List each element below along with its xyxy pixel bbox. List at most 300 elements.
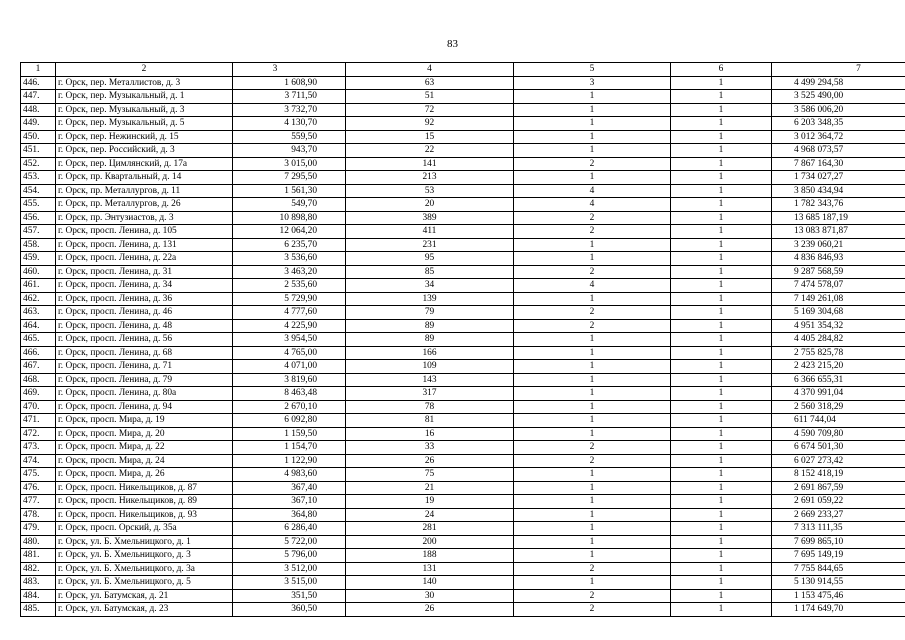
col4-cell: 53 — [346, 184, 514, 198]
table-row — [21, 198, 905, 212]
area-cell: 4 071,00 — [233, 360, 346, 374]
col6-cell: 1 — [671, 292, 772, 306]
col6-cell: 1 — [671, 198, 772, 212]
area-cell: 10 898,80 — [233, 211, 346, 225]
address-cell: г. Орск, пр. Металлургов, д. 26 — [56, 198, 233, 212]
col6-cell: 1 — [671, 157, 772, 171]
col5-cell: 1 — [514, 373, 671, 387]
table-row — [21, 171, 905, 185]
address-cell: г. Орск, пер. Музыкальный, д. 1 — [56, 90, 233, 104]
area-cell: 364,80 — [233, 508, 346, 522]
address-cell: г. Орск, просп. Орский, д. 35а — [56, 522, 233, 536]
col4-cell: 131 — [346, 562, 514, 576]
table-row — [21, 360, 905, 374]
address-cell: г. Орск, просп. Ленина, д. 68 — [56, 346, 233, 360]
table-row — [21, 549, 905, 563]
registry-table — [20, 62, 905, 617]
col5-cell: 2 — [514, 603, 671, 617]
col6-cell: 1 — [671, 495, 772, 509]
col4-cell: 26 — [346, 454, 514, 468]
row-number: 449. — [21, 117, 56, 131]
address-cell: г. Орск, просп. Ленина, д. 48 — [56, 319, 233, 333]
col4-cell: 33 — [346, 441, 514, 455]
address-cell: г. Орск, просп. Ленина, д. 46 — [56, 306, 233, 320]
area-cell: 6 092,80 — [233, 414, 346, 428]
table-row — [21, 387, 905, 401]
col6-cell: 1 — [671, 387, 772, 401]
col4-cell: 139 — [346, 292, 514, 306]
col5-cell: 1 — [514, 252, 671, 266]
table-row — [21, 144, 905, 158]
column-header-1: 1 — [21, 63, 56, 77]
row-number: 484. — [21, 589, 56, 603]
col4-cell: 51 — [346, 90, 514, 104]
col6-cell: 1 — [671, 468, 772, 482]
row-number: 470. — [21, 400, 56, 414]
table-row — [21, 508, 905, 522]
table-row — [21, 400, 905, 414]
row-number: 463. — [21, 306, 56, 320]
row-number: 473. — [21, 441, 56, 455]
area-cell: 4 765,00 — [233, 346, 346, 360]
row-number: 448. — [21, 103, 56, 117]
area-cell: 4 983,60 — [233, 468, 346, 482]
col4-cell: 317 — [346, 387, 514, 401]
address-cell: г. Орск, пер. Музыкальный, д. 5 — [56, 117, 233, 131]
column-header-4: 4 — [346, 63, 514, 77]
amount-cell: 2 691 867,59 — [772, 481, 905, 495]
row-number: 460. — [21, 265, 56, 279]
row-number: 483. — [21, 576, 56, 590]
row-number: 471. — [21, 414, 56, 428]
col5-cell: 1 — [514, 387, 671, 401]
address-cell: г. Орск, просп. Ленина, д. 71 — [56, 360, 233, 374]
col5-cell: 1 — [514, 346, 671, 360]
col6-cell: 1 — [671, 508, 772, 522]
row-number: 482. — [21, 562, 56, 576]
column-header-2: 2 — [56, 63, 233, 77]
col4-cell: 200 — [346, 535, 514, 549]
area-cell: 2 670,10 — [233, 400, 346, 414]
address-cell: г. Орск, просп. Ленина, д. 105 — [56, 225, 233, 239]
col6-cell: 1 — [671, 441, 772, 455]
row-number: 456. — [21, 211, 56, 225]
amount-cell: 7 149 261,08 — [772, 292, 905, 306]
col4-cell: 188 — [346, 549, 514, 563]
col5-cell: 1 — [514, 90, 671, 104]
amount-cell: 3 012 364,72 — [772, 130, 905, 144]
amount-cell: 6 366 655,31 — [772, 373, 905, 387]
col5-cell: 3 — [514, 76, 671, 90]
col6-cell: 1 — [671, 373, 772, 387]
area-cell: 559,50 — [233, 130, 346, 144]
table-row — [21, 454, 905, 468]
amount-cell: 7 695 149,19 — [772, 549, 905, 563]
row-number: 454. — [21, 184, 56, 198]
col5-cell: 1 — [514, 400, 671, 414]
area-cell: 5 729,90 — [233, 292, 346, 306]
col6-cell: 1 — [671, 346, 772, 360]
col4-cell: 213 — [346, 171, 514, 185]
table-row — [21, 576, 905, 590]
col4-cell: 78 — [346, 400, 514, 414]
col5-cell: 4 — [514, 279, 671, 293]
col4-cell: 63 — [346, 76, 514, 90]
address-cell: г. Орск, ул. Батумская, д. 21 — [56, 589, 233, 603]
table-row — [21, 130, 905, 144]
table-body — [21, 76, 905, 616]
page-number: 83 — [447, 38, 458, 50]
col4-cell: 389 — [346, 211, 514, 225]
col5-cell: 1 — [514, 427, 671, 441]
column-header-3: 3 — [233, 63, 346, 77]
address-cell: г. Орск, пер. Цимлянский, д. 17а — [56, 157, 233, 171]
col4-cell: 20 — [346, 198, 514, 212]
area-cell: 4 130,70 — [233, 117, 346, 131]
col4-cell: 15 — [346, 130, 514, 144]
amount-cell: 7 474 578,07 — [772, 279, 905, 293]
area-cell: 367,10 — [233, 495, 346, 509]
amount-cell: 4 836 846,93 — [772, 252, 905, 266]
col5-cell: 2 — [514, 157, 671, 171]
address-cell: г. Орск, пр. Квартальный, д. 14 — [56, 171, 233, 185]
table-row — [21, 495, 905, 509]
table-row — [21, 279, 905, 293]
address-cell: г. Орск, ул. Б. Хмельницкого, д. 3 — [56, 549, 233, 563]
table-row — [21, 238, 905, 252]
area-cell: 3 819,60 — [233, 373, 346, 387]
column-header-7: 7 — [772, 63, 905, 77]
col4-cell: 30 — [346, 589, 514, 603]
address-cell: г. Орск, пр. Металлургов, д. 11 — [56, 184, 233, 198]
col6-cell: 1 — [671, 603, 772, 617]
col4-cell: 281 — [346, 522, 514, 536]
row-number: 461. — [21, 279, 56, 293]
amount-cell: 7 755 844,65 — [772, 562, 905, 576]
address-cell: г. Орск, просп. Мира, д. 26 — [56, 468, 233, 482]
col5-cell: 4 — [514, 198, 671, 212]
table-row — [21, 522, 905, 536]
address-cell: г. Орск, просп. Ленина, д. 34 — [56, 279, 233, 293]
row-number: 447. — [21, 90, 56, 104]
col5-cell: 1 — [514, 508, 671, 522]
col5-cell: 1 — [514, 549, 671, 563]
area-cell: 549,70 — [233, 198, 346, 212]
col5-cell: 1 — [514, 238, 671, 252]
col6-cell: 1 — [671, 117, 772, 131]
address-cell: г. Орск, просп. Мира, д. 22 — [56, 441, 233, 455]
col5-cell: 1 — [514, 522, 671, 536]
table-row — [21, 427, 905, 441]
area-cell: 5 796,00 — [233, 549, 346, 563]
area-cell: 6 235,70 — [233, 238, 346, 252]
col6-cell: 1 — [671, 454, 772, 468]
address-cell: г. Орск, просп. Никельщиков, д. 89 — [56, 495, 233, 509]
row-number: 476. — [21, 481, 56, 495]
area-cell: 12 064,20 — [233, 225, 346, 239]
address-cell: г. Орск, пер. Российский, д. 3 — [56, 144, 233, 158]
area-cell: 3 463,20 — [233, 265, 346, 279]
col4-cell: 166 — [346, 346, 514, 360]
area-cell: 1 561,30 — [233, 184, 346, 198]
col5-cell: 2 — [514, 319, 671, 333]
address-cell: г. Орск, просп. Никельщиков, д. 93 — [56, 508, 233, 522]
table-row — [21, 346, 905, 360]
amount-cell: 13 083 871,87 — [772, 225, 905, 239]
area-cell: 4 777,60 — [233, 306, 346, 320]
area-cell: 3 536,60 — [233, 252, 346, 266]
table-row — [21, 333, 905, 347]
col5-cell: 1 — [514, 117, 671, 131]
amount-cell: 4 590 709,80 — [772, 427, 905, 441]
row-number: 459. — [21, 252, 56, 266]
row-number: 462. — [21, 292, 56, 306]
col6-cell: 1 — [671, 481, 772, 495]
area-cell: 8 463,48 — [233, 387, 346, 401]
table-row — [21, 90, 905, 104]
col5-cell: 1 — [514, 414, 671, 428]
address-cell: г. Орск, ул. Б. Хмельницкого, д. 3а — [56, 562, 233, 576]
column-header-5: 5 — [514, 63, 671, 77]
amount-cell: 4 499 294,58 — [772, 76, 905, 90]
table-row — [21, 252, 905, 266]
col5-cell: 2 — [514, 562, 671, 576]
col6-cell: 1 — [671, 360, 772, 374]
address-cell: г. Орск, просп. Ленина, д. 131 — [56, 238, 233, 252]
amount-cell: 2 755 825,78 — [772, 346, 905, 360]
amount-cell: 4 370 991,04 — [772, 387, 905, 401]
row-number: 466. — [21, 346, 56, 360]
row-number: 469. — [21, 387, 56, 401]
col6-cell: 1 — [671, 549, 772, 563]
row-number: 472. — [21, 427, 56, 441]
table-row — [21, 535, 905, 549]
amount-cell: 1 734 027,27 — [772, 171, 905, 185]
row-number: 481. — [21, 549, 56, 563]
col5-cell: 1 — [514, 103, 671, 117]
col5-cell: 1 — [514, 171, 671, 185]
area-cell: 4 225,90 — [233, 319, 346, 333]
col4-cell: 19 — [346, 495, 514, 509]
row-number: 477. — [21, 495, 56, 509]
address-cell: г. Орск, ул. Батумская, д. 23 — [56, 603, 233, 617]
col4-cell: 22 — [346, 144, 514, 158]
col6-cell: 1 — [671, 130, 772, 144]
table-row — [21, 117, 905, 131]
area-cell: 1 122,90 — [233, 454, 346, 468]
address-cell: г. Орск, ул. Б. Хмельницкого, д. 5 — [56, 576, 233, 590]
col6-cell: 1 — [671, 306, 772, 320]
area-cell: 943,70 — [233, 144, 346, 158]
amount-cell: 3 850 434,94 — [772, 184, 905, 198]
area-cell: 1 159,50 — [233, 427, 346, 441]
area-cell: 3 515,00 — [233, 576, 346, 590]
address-cell: г. Орск, пр. Энтузиастов, д. 3 — [56, 211, 233, 225]
row-number: 446. — [21, 76, 56, 90]
row-number: 453. — [21, 171, 56, 185]
col5-cell: 2 — [514, 589, 671, 603]
table-row — [21, 562, 905, 576]
col6-cell: 1 — [671, 238, 772, 252]
col5-cell: 1 — [514, 576, 671, 590]
col4-cell: 34 — [346, 279, 514, 293]
amount-cell: 7 867 164,30 — [772, 157, 905, 171]
col6-cell: 1 — [671, 225, 772, 239]
address-cell: г. Орск, пер. Металлистов, д. 3 — [56, 76, 233, 90]
area-cell: 351,50 — [233, 589, 346, 603]
col5-cell: 1 — [514, 333, 671, 347]
col4-cell: 143 — [346, 373, 514, 387]
table-row — [21, 481, 905, 495]
row-number: 457. — [21, 225, 56, 239]
col6-cell: 1 — [671, 265, 772, 279]
address-cell: г. Орск, просп. Мира, д. 19 — [56, 414, 233, 428]
area-cell: 367,40 — [233, 481, 346, 495]
table-row — [21, 103, 905, 117]
table-row — [21, 265, 905, 279]
area-cell: 3 512,00 — [233, 562, 346, 576]
header-row — [21, 63, 905, 77]
amount-cell: 13 685 187,19 — [772, 211, 905, 225]
col4-cell: 79 — [346, 306, 514, 320]
amount-cell: 1 782 343,76 — [772, 198, 905, 212]
table-row — [21, 414, 905, 428]
col5-cell: 2 — [514, 441, 671, 455]
col6-cell: 1 — [671, 90, 772, 104]
row-number: 452. — [21, 157, 56, 171]
table-row — [21, 319, 905, 333]
col6-cell: 1 — [671, 252, 772, 266]
col6-cell: 1 — [671, 400, 772, 414]
col5-cell: 1 — [514, 481, 671, 495]
col6-cell: 1 — [671, 522, 772, 536]
col5-cell: 2 — [514, 225, 671, 239]
col5-cell: 1 — [514, 495, 671, 509]
col4-cell: 95 — [346, 252, 514, 266]
table-row — [21, 292, 905, 306]
address-cell: г. Орск, ул. Б. Хмельницкого, д. 1 — [56, 535, 233, 549]
row-number: 450. — [21, 130, 56, 144]
amount-cell: 1 174 649,70 — [772, 603, 905, 617]
col5-cell: 2 — [514, 454, 671, 468]
row-number: 480. — [21, 535, 56, 549]
row-number: 468. — [21, 373, 56, 387]
amount-cell: 4 951 354,32 — [772, 319, 905, 333]
address-cell: г. Орск, просп. Ленина, д. 79 — [56, 373, 233, 387]
col4-cell: 85 — [346, 265, 514, 279]
row-number: 451. — [21, 144, 56, 158]
address-cell: г. Орск, пер. Музыкальный, д. 3 — [56, 103, 233, 117]
amount-cell: 9 287 568,59 — [772, 265, 905, 279]
row-number: 464. — [21, 319, 56, 333]
address-cell: г. Орск, просп. Ленина, д. 56 — [56, 333, 233, 347]
col5-cell: 1 — [514, 144, 671, 158]
row-number: 474. — [21, 454, 56, 468]
col4-cell: 81 — [346, 414, 514, 428]
table-row — [21, 157, 905, 171]
col6-cell: 1 — [671, 589, 772, 603]
table-header — [21, 63, 905, 77]
amount-cell: 5 130 914,55 — [772, 576, 905, 590]
area-cell: 5 722,00 — [233, 535, 346, 549]
amount-cell: 7 313 111,35 — [772, 522, 905, 536]
col6-cell: 1 — [671, 144, 772, 158]
table-row — [21, 306, 905, 320]
table-row — [21, 603, 905, 617]
amount-cell: 5 169 304,68 — [772, 306, 905, 320]
col5-cell: 1 — [514, 535, 671, 549]
amount-cell: 3 239 060,21 — [772, 238, 905, 252]
col4-cell: 89 — [346, 333, 514, 347]
col6-cell: 1 — [671, 414, 772, 428]
col6-cell: 1 — [671, 103, 772, 117]
amount-cell: 611 744,04 — [772, 414, 905, 428]
table-row — [21, 468, 905, 482]
col5-cell: 1 — [514, 292, 671, 306]
row-number: 479. — [21, 522, 56, 536]
row-number: 455. — [21, 198, 56, 212]
area-cell: 2 535,60 — [233, 279, 346, 293]
col4-cell: 141 — [346, 157, 514, 171]
table-row — [21, 76, 905, 90]
col4-cell: 24 — [346, 508, 514, 522]
col6-cell: 1 — [671, 319, 772, 333]
area-cell: 3 954,50 — [233, 333, 346, 347]
table-row — [21, 373, 905, 387]
table-row — [21, 225, 905, 239]
col6-cell: 1 — [671, 211, 772, 225]
amount-cell: 4 968 073,57 — [772, 144, 905, 158]
col4-cell: 75 — [346, 468, 514, 482]
table-row — [21, 441, 905, 455]
col4-cell: 411 — [346, 225, 514, 239]
col5-cell: 2 — [514, 211, 671, 225]
col6-cell: 1 — [671, 76, 772, 90]
area-cell: 360,50 — [233, 603, 346, 617]
amount-cell: 4 405 284,82 — [772, 333, 905, 347]
row-number: 475. — [21, 468, 56, 482]
area-cell: 3 711,50 — [233, 90, 346, 104]
col4-cell: 92 — [346, 117, 514, 131]
table-row — [21, 184, 905, 198]
address-cell: г. Орск, просп. Ленина, д. 94 — [56, 400, 233, 414]
address-cell: г. Орск, просп. Ленина, д. 22а — [56, 252, 233, 266]
row-number: 467. — [21, 360, 56, 374]
amount-cell: 2 669 233,27 — [772, 508, 905, 522]
amount-cell: 3 525 490,00 — [772, 90, 905, 104]
amount-cell: 8 152 418,19 — [772, 468, 905, 482]
column-header-6: 6 — [671, 63, 772, 77]
address-cell: г. Орск, просп. Никельщиков, д. 87 — [56, 481, 233, 495]
amount-cell: 2 560 318,29 — [772, 400, 905, 414]
col6-cell: 1 — [671, 184, 772, 198]
address-cell: г. Орск, просп. Мира, д. 20 — [56, 427, 233, 441]
address-cell: г. Орск, просп. Ленина, д. 31 — [56, 265, 233, 279]
col4-cell: 21 — [346, 481, 514, 495]
amount-cell: 2 423 215,20 — [772, 360, 905, 374]
amount-cell: 6 674 501,30 — [772, 441, 905, 455]
col6-cell: 1 — [671, 279, 772, 293]
amount-cell: 7 699 865,10 — [772, 535, 905, 549]
col6-cell: 1 — [671, 562, 772, 576]
amount-cell: 3 586 006,20 — [772, 103, 905, 117]
area-cell: 7 295,50 — [233, 171, 346, 185]
area-cell: 3 015,00 — [233, 157, 346, 171]
col4-cell: 109 — [346, 360, 514, 374]
col6-cell: 1 — [671, 576, 772, 590]
table-row — [21, 211, 905, 225]
col4-cell: 231 — [346, 238, 514, 252]
